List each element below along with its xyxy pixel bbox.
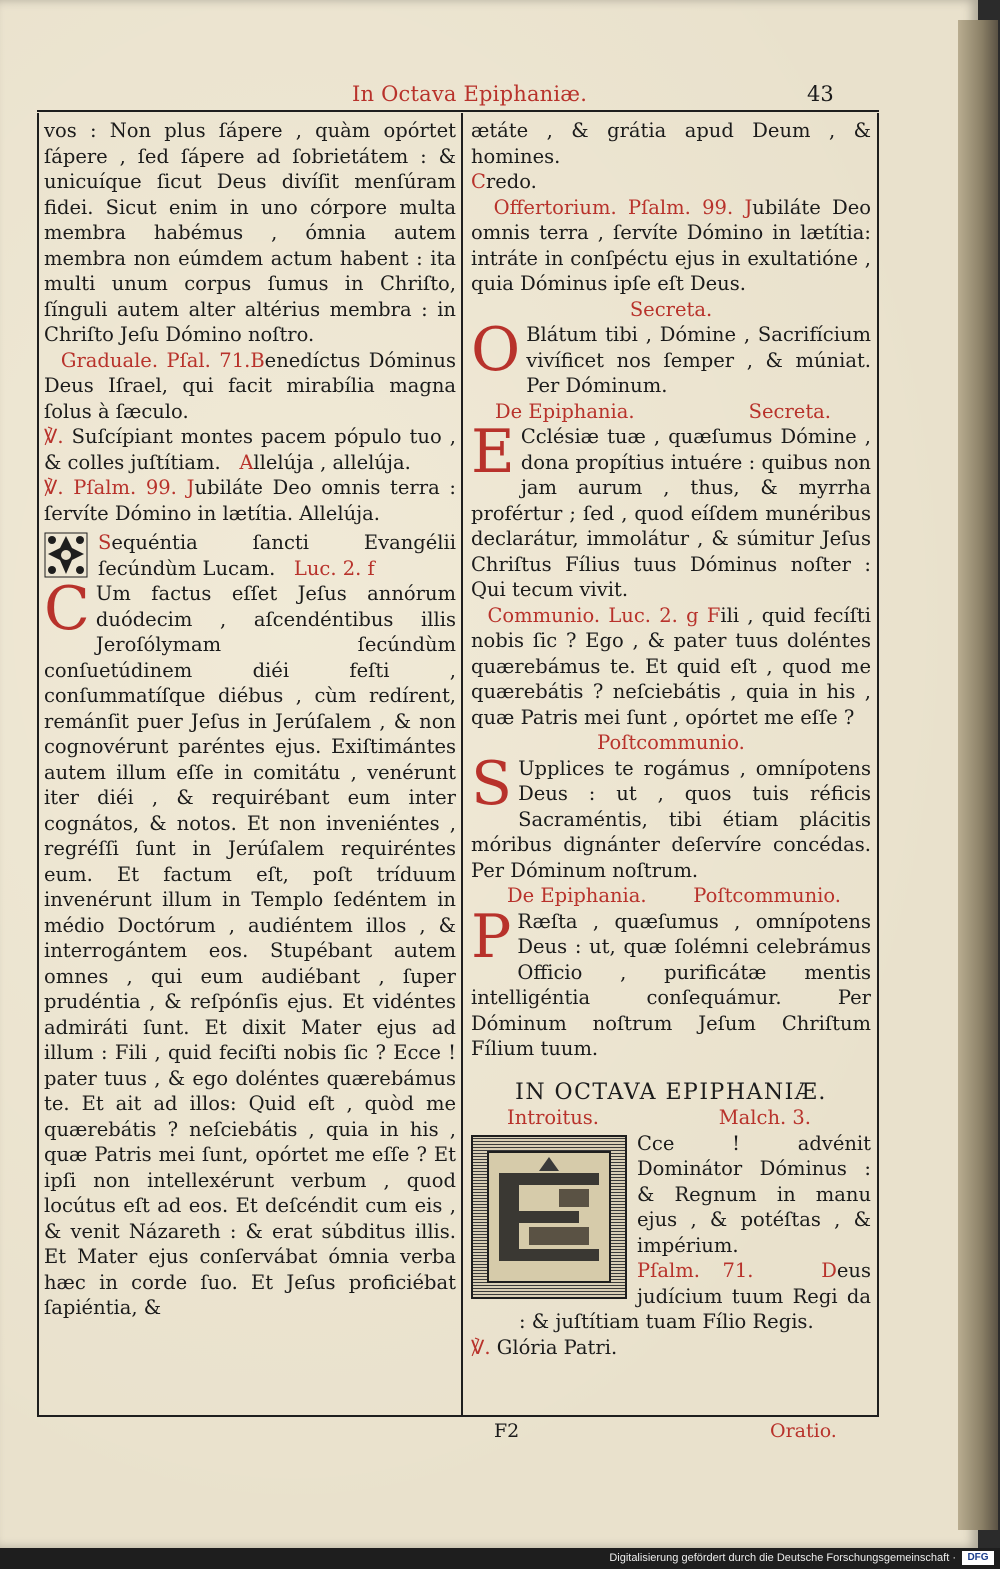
psalm-label: Pſalm. 71. bbox=[637, 1259, 754, 1282]
alleluja-initial: A bbox=[239, 450, 254, 474]
postcommunio bbox=[471, 748, 871, 884]
gloria bbox=[471, 1335, 871, 1361]
credo bbox=[471, 169, 871, 195]
de-epiphania-2: De Epiphania. bbox=[507, 884, 647, 907]
communio-initial: F bbox=[706, 603, 721, 627]
offertorium bbox=[471, 195, 871, 297]
gospel-dropcap: C bbox=[44, 574, 90, 644]
introitus-ref: Malch. 3. bbox=[718, 1106, 811, 1129]
postcommunio-2-text: Ræſta , quæſumus , omnípotens Deus : ut, quæ ſolémni celebrámus Officio , purificátæ mentis intelligéntia conſequámur. Per Dóminum noſtrum Jeſum Chriſtum Fílium tuum. bbox=[471, 909, 871, 1060]
graduale bbox=[44, 348, 456, 425]
woodcut-scene-image bbox=[487, 1151, 611, 1283]
versicle-mark: ℣. bbox=[44, 425, 64, 448]
postcommunio-title-2: Poſtcommunio. bbox=[693, 884, 841, 907]
introitus-text: Cce ! advénit Dominátor Dóminus : & Regnum in manu ejus , & potéſtas , & impérium. bbox=[637, 1131, 871, 1257]
book-edge bbox=[958, 20, 998, 1530]
header-title: In Octava Epiphaniæ. bbox=[352, 82, 588, 106]
communio bbox=[471, 603, 871, 731]
secreta bbox=[471, 315, 871, 399]
postcommunio-title: Poſtcommunio. bbox=[597, 731, 745, 754]
versicle-2-text: ubiláte Deo omnis terra : ſervíte Dómino in lætítia. Allelúja. bbox=[44, 476, 456, 525]
de-epiphania-1: De Epiphania. bbox=[495, 399, 635, 423]
versicle-2 bbox=[44, 475, 456, 526]
postcommunio-2 bbox=[471, 901, 871, 1062]
ornament-cross-icon bbox=[44, 532, 88, 578]
signature-mark: F2 bbox=[494, 1420, 520, 1442]
offertorium-initial: J bbox=[744, 195, 753, 219]
sequentia bbox=[44, 530, 456, 581]
secreta-title: Secreta. bbox=[629, 297, 713, 321]
column-divider bbox=[461, 113, 463, 1415]
credo-text: redo. bbox=[485, 170, 537, 193]
communio-text: ili , quid fecíſti nobis ſic ? Ego , & pater tuus doléntes quærebámus te. Et quid eſt , quod me quærebátis ? neſciebátis , quia in his , quæ Patris mei ſunt , opórtet me eſſe ? bbox=[471, 603, 872, 729]
gospel bbox=[44, 574, 456, 1321]
top-rule bbox=[37, 110, 879, 112]
psalm-initial: D bbox=[821, 1259, 837, 1282]
right-column bbox=[471, 118, 871, 1360]
sequentia-initial: S bbox=[98, 531, 112, 554]
introitus-label: Introitus. bbox=[507, 1106, 599, 1129]
offertorium-text: ubiláte Deo omnis terra , ſervíte Dómino in lætítia: intráte in conſpéctu ejus in exultatióne , quia Dóminus ipſe eſt Deus. bbox=[471, 195, 871, 295]
secreta-2 bbox=[471, 417, 871, 603]
footer-credit: Digitalisierung gefördert durch die Deutsche Forschungsgemeinschaft · bbox=[609, 1552, 956, 1564]
sequentia-text: equéntia ſancti Evangélii ſecúndùm Lucam. bbox=[98, 531, 456, 580]
introitus bbox=[471, 1131, 871, 1361]
gloria-mark: ℣. bbox=[471, 1335, 491, 1359]
woodcut-initial-e-image bbox=[471, 1135, 627, 1299]
section-heading: IN OCTAVA EPIPHANIÆ. bbox=[515, 1079, 827, 1105]
credo-initial: C bbox=[471, 170, 486, 193]
epistle-cont: ætáte , & grátia apud Deum , & homines. bbox=[471, 119, 871, 168]
communio-label: Communio. Luc. 2. g bbox=[487, 603, 699, 627]
alleluja-text: llelúja , allelúja. bbox=[253, 450, 411, 474]
postcommunio-dropcap: S bbox=[471, 748, 513, 819]
introitus-heading bbox=[471, 1105, 871, 1131]
secreta-title-2: Secreta. bbox=[748, 399, 831, 423]
dfg-logo: DFG bbox=[962, 1551, 994, 1565]
postcommunio-2-heading bbox=[471, 883, 871, 909]
secreta-dropcap: O bbox=[471, 315, 521, 385]
graduale-text: enedíctus Dóminus Deus Iſrael, qui facit mirabília magna ſolus à ſæculo. bbox=[44, 348, 456, 423]
postcommunio-2-dropcap: P bbox=[471, 901, 512, 972]
epistle-end: vos : Non plus ſápere , quàm opórtet ſápere , ſed ſápere ad ſobrietátem : & unicuíque ſicut Deus divíſit menſúram fidei. Sicut enim in uno córpore multa membra habémus , ómnia autem membra non eúmdem actum habent : ita multi unum corpus ſumus in Chriſto, ſínguli autem alter altérius membra : in Chriſto Jeſu Dómino noſtro. bbox=[44, 119, 456, 346]
graduale-initial: B bbox=[250, 348, 265, 372]
secreta-2-dropcap: E bbox=[471, 417, 515, 487]
versicle-1-text: Suſcípiant montes pacem pópulo tuo , & colles juſtítiam. bbox=[44, 425, 456, 474]
secreta-2-heading bbox=[471, 399, 871, 425]
versicle-2-mark: ℣. Pſalm. 99. bbox=[44, 476, 177, 499]
gloria-text: Glória Patri. bbox=[496, 1335, 618, 1359]
secreta-2-text: Cclésiæ tuæ , quæſumus Dómine , dona propítius intuére : quibus non jam aurum , thus, & myrrha profértur ; ſed , quod eíſdem munéribus declarátur, immolátur , & súmitur Jeſus Chriſtus Fílius tuus Dóminus noſter : Qui tecum vivit. bbox=[471, 425, 871, 601]
gospel-text: Um factus eſſet Jeſus annórum duódecim , aſcendéntibus illis Jeroſólymam ſecúndùm conſuetúdinem diéi feſti , conſummatíſque diébus , cùm redírent, remánſit puer Jeſus in Jerúſalem , & non cognovérunt paréntes ejus. Exiſtimántes autem illum eſſe in comitátu , venérunt iter diéi , & requirébant eum inter cognátos, & notos. Et non inveniéntes , regréſſi ſunt in Jerúſalem requiréntes eum. Et factum eſt, poſt tríduum invenérunt illum in Templo ſedéntem in médio Doctórum , audiéntem illos , & interrogántem eos. Stupébant autem omnes , qui eum audiébant , ſuper prudéntia , & reſpónſis ejus. Et vidéntes admiráti ſunt. Et dixit Mater ejus ad illum : Fili , quid feciſti nobis ſic ? Ecce ! pater tuus , & ego doléntes quærebámus te. Et ait ad illos: Quid eſt , quòd me quærebátis ? neſciebátis , quia in his , quæ Patris mei ſunt, opórtet me eſſe ? Et ipſi non intellexérunt verbum , quod locútus eſt ad eos. Et deſcéndit cum eis , & venit Názareth : & erat súbditus illis. Et Mater ejus conſervábat ómnia verba hæc in corde ſuo. Et Jeſus proficiébat ſapiéntia, & bbox=[44, 582, 456, 1319]
left-column bbox=[44, 118, 456, 1321]
running-header bbox=[0, 82, 978, 110]
catchword: Oratio. bbox=[770, 1420, 837, 1442]
sequentia-ref: Luc. 2. f bbox=[293, 556, 375, 580]
offertorium-label: Offertorium. Pſalm. 99. bbox=[493, 195, 734, 219]
secreta-text: Blátum tibi , Dómine , Sacrifícium vivíficet nos ſemper , & múniat. Per Dóminum. bbox=[526, 323, 871, 397]
versicle-1 bbox=[44, 424, 456, 475]
versicle-2-initial: J bbox=[186, 476, 195, 499]
page-number: 43 bbox=[807, 82, 834, 106]
postcommunio-text: Upplices te rogámus , omnípotens Deus : ut , quos tuis réficis Sacraméntis, tibi étiam plácitis móribus dignánter deſervíre concédas. Per Dóminum noſtrum. bbox=[471, 756, 871, 882]
psalm-text: eus judícium tuum Regi da : & juſtítiam tuam Fílio Regis. bbox=[519, 1259, 871, 1333]
graduale-label: Graduale. Pſal. 71. bbox=[60, 348, 251, 372]
